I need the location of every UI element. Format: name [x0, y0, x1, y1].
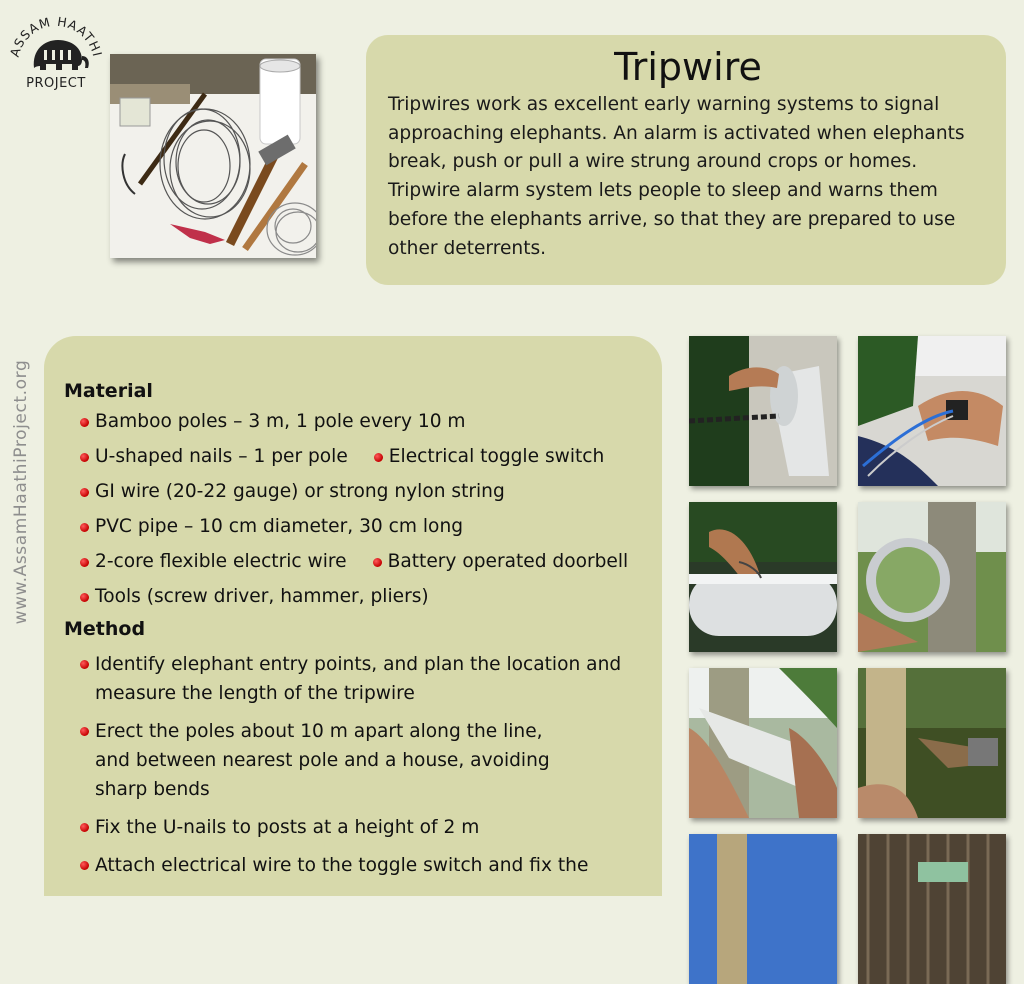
bullet-dot-icon	[80, 727, 89, 736]
photo-pipe-on-pole	[858, 502, 1006, 652]
page-title: Tripwire	[614, 45, 762, 89]
material-item-text: Electrical toggle switch	[388, 446, 605, 467]
material-item	[80, 443, 348, 471]
bullet-dot-icon	[80, 593, 89, 602]
instructions-card	[44, 336, 662, 896]
material-item	[80, 513, 463, 541]
material-item-text: U-shaped nails – 1 per pole	[95, 446, 348, 467]
bullet-dot-icon	[374, 453, 383, 462]
material-row	[80, 408, 662, 436]
method-step-text: Erect the poles about 10 m apart along the line, and between nearest pole and a house, avoiding sharp bends	[95, 721, 550, 800]
method-step	[80, 650, 622, 708]
photo-marking-pipe	[689, 502, 837, 652]
material-item	[80, 478, 505, 506]
method-step-text: Fix the U-nails to posts at a height of 2 m	[95, 817, 480, 838]
material-row	[80, 443, 662, 471]
material-item-text: Battery operated doorbell	[387, 551, 629, 572]
material-item-text: 2-core flexible electric wire	[95, 551, 347, 572]
material-row	[80, 548, 662, 576]
material-item	[374, 443, 605, 471]
logo-arc-text: ASSAM HAATHI	[6, 13, 106, 59]
material-item	[80, 583, 429, 611]
material-row	[80, 513, 662, 541]
intro-paragraph: Tripwires work as excellent early warning systems to signal approaching elephants. An alarm is activated when elephants break, push or pull a wire strung around crops or homes. Tripwire alarm system lets people to sleep and warns them before the elephants arrive, so that they are prepared to use other deterrents.	[388, 94, 965, 259]
material-item	[80, 408, 466, 436]
bullet-dot-icon	[80, 823, 89, 832]
material-row	[80, 583, 662, 611]
bullet-dot-icon	[80, 488, 89, 497]
method-step-text: Attach electrical wire to the toggle switch and fix the	[95, 855, 589, 876]
logo-project-text: PROJECT	[26, 76, 86, 91]
bullet-dot-icon	[80, 453, 89, 462]
material-item-text: PVC pipe – 10 cm diameter, 30 cm long	[95, 516, 464, 537]
website-url-text: www.AssamHaathiProject.org	[11, 359, 31, 625]
photo-hammering-nail	[858, 668, 1006, 818]
material-heading: Material	[64, 380, 153, 402]
bullet-dot-icon	[80, 558, 89, 567]
photo-bottom-right	[858, 834, 1006, 984]
method-step	[80, 851, 622, 880]
bullet-dot-icon	[80, 418, 89, 427]
method-step	[80, 717, 622, 804]
photo-bottom-left	[689, 834, 837, 984]
material-item-text: GI wire (20-22 gauge) or strong nylon string	[95, 481, 505, 502]
material-row	[80, 478, 662, 506]
bullet-dot-icon	[373, 558, 382, 567]
tools-photo	[110, 54, 316, 258]
bullet-dot-icon	[80, 523, 89, 532]
photo-attaching-pipe	[689, 668, 837, 818]
material-item	[373, 548, 629, 576]
bullet-dot-icon	[80, 660, 89, 669]
material-item	[80, 548, 347, 576]
method-heading: Method	[64, 618, 146, 640]
assam-haathi-logo	[6, 6, 106, 98]
method-step-text: Identify elephant entry points, and plan the location and measure the length of the tripwire	[95, 654, 622, 704]
material-item-text: Tools (screw driver, hammer, pliers)	[95, 586, 429, 607]
website-url	[6, 352, 36, 632]
intro-card	[366, 35, 1006, 285]
photo-wiring-switch	[858, 336, 1006, 486]
photo-drilling-pipe	[689, 336, 837, 486]
material-item-text: Bamboo poles – 3 m, 1 pole every 10 m	[95, 411, 466, 432]
bullet-dot-icon	[80, 861, 89, 870]
method-step	[80, 813, 622, 842]
